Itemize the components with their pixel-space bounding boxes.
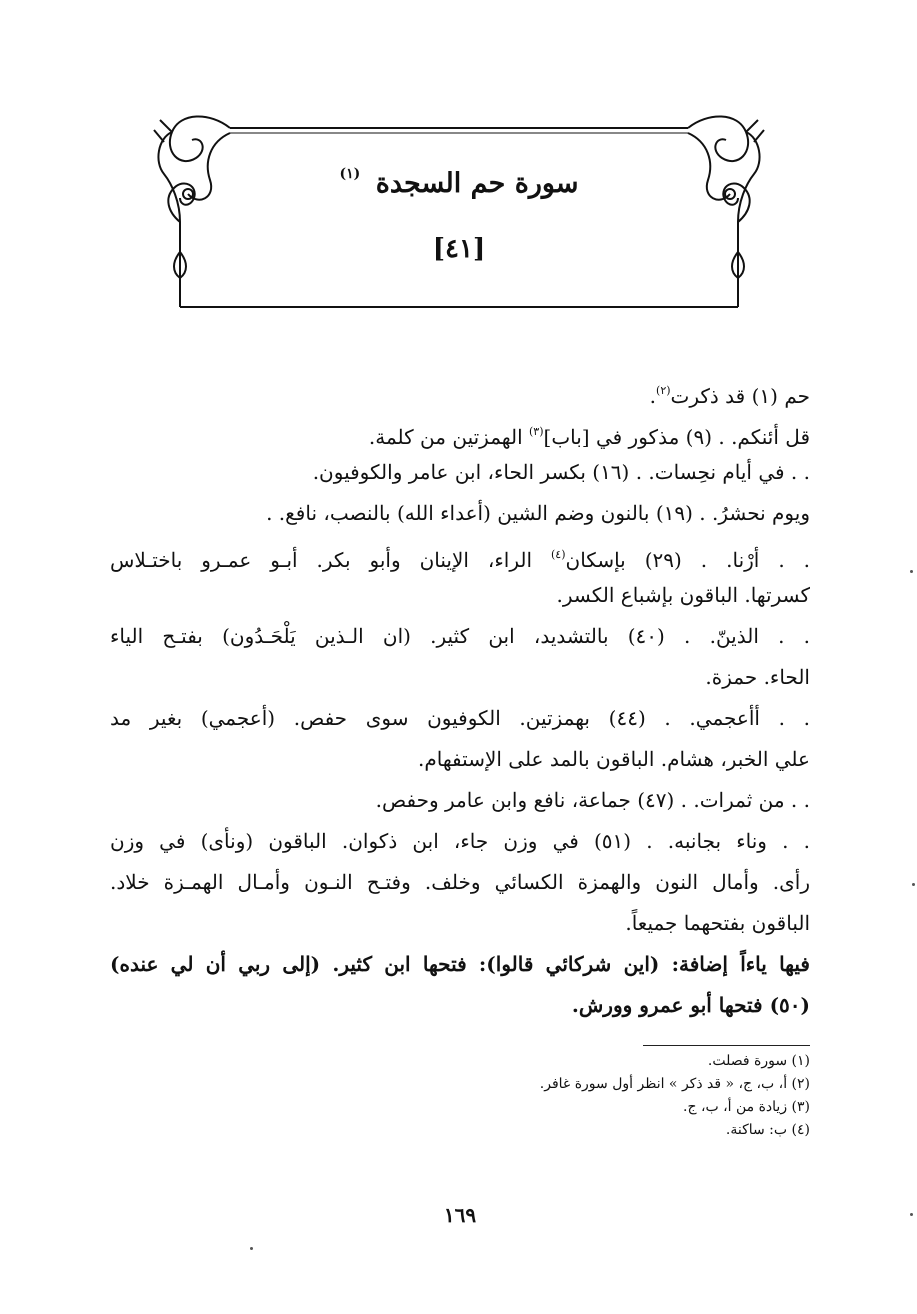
- footnote: (٣) زيادة من أ، ب، ج.: [683, 1099, 810, 1115]
- title-footnote-marker: (١): [339, 166, 361, 182]
- footnotes: [380, 1050, 810, 1142]
- text-line: . . في أيام نحِسات. . (١٦) بكسر الحاء، ابن عامر والكوفيون.: [312, 460, 810, 484]
- text-line: فيها ياءاً إضافة: (اين شركائي قالوا): فتحها ابن كثير. (إلى ربي أن لي عنده): [110, 952, 810, 976]
- footnote-separator: [643, 1045, 810, 1046]
- scan-speck: [250, 1247, 253, 1250]
- text-line: . . الذينّ. . (٤٠) بالتشديد، ابن كثير. (ان الـذين يَلْحَـدُون) بفتـح الياء: [110, 624, 810, 648]
- scan-speck: [910, 570, 913, 573]
- text-line: حم (١) قد ذكرت$^{(٢)}$.: [649, 384, 810, 408]
- text-line: . . من ثمرات. . (٤٧) جماعة، نافع وابن عامر وحفص.: [375, 788, 810, 812]
- text-line: ويوم نحشرُ. . (١٩) بالنون وضم الشين (أعداء الله) بالنصب، نافع. .: [266, 501, 810, 525]
- surah-title-text: سورة حم السجدة: [375, 168, 579, 199]
- footnote-ref: (٤): [550, 548, 566, 561]
- footnote-ref: (٣): [529, 425, 544, 438]
- title-frame: [150, 102, 768, 314]
- text-line: رأى. وأمال النون والهمزة الكسائي وخلف. وفتـح النـون وأمـال الهمـزة خلاد.: [110, 870, 810, 894]
- page-number: ١٦٩: [443, 1203, 477, 1227]
- ornamental-border: [150, 102, 768, 314]
- text-line: (٥٠) فتحها أبو عمرو وورش.: [571, 993, 810, 1017]
- text-line: . . وناء بجانبه. . (٥١) في وزن جاء، ابن ذكوان. الباقون (ونأى) في وزن: [110, 829, 810, 853]
- body-text: [110, 370, 810, 1026]
- footnote: (٤) ب: ساكنة.: [725, 1122, 810, 1138]
- footnote: (١) سورة فصلت.: [707, 1053, 810, 1069]
- text-line: علي الخبر، هشام. الباقون بالمد على الإستفهام.: [417, 747, 810, 771]
- scan-speck: [912, 883, 915, 886]
- text-line: كسرتها. الباقون بإشباع الكسر.: [556, 583, 810, 607]
- text-line: الباقون بفتحهما جميعاً.: [625, 911, 810, 935]
- text-line: . . أأعجمي. . (٤٤) بهمزتين. الكوفيون سوى حفص. (أعجمي) بغير مد: [110, 706, 810, 730]
- text-line: . . أرْنا. . (٢٩) بإسكان$^{(٤)}$ الراء، الإينان وأبو بكر. أبـو عمـرو باختـلاس: [110, 548, 810, 572]
- scan-speck: [910, 1213, 913, 1216]
- footnote-ref: (٢): [656, 384, 671, 397]
- text-line: قل أئنكم. . (٩) مذكور في [باب]$^{(٣)}$ الهمزتين من كلمة.: [368, 425, 810, 449]
- text-line: الحاء. حمزة.: [705, 665, 810, 689]
- title-block: [150, 166, 768, 199]
- surah-title: [340, 166, 579, 199]
- surah-number: [٤١]: [432, 234, 486, 264]
- footnote: (٢) أ، ب، ج، « قد ذكر » انظر أول سورة غافر.: [539, 1076, 810, 1092]
